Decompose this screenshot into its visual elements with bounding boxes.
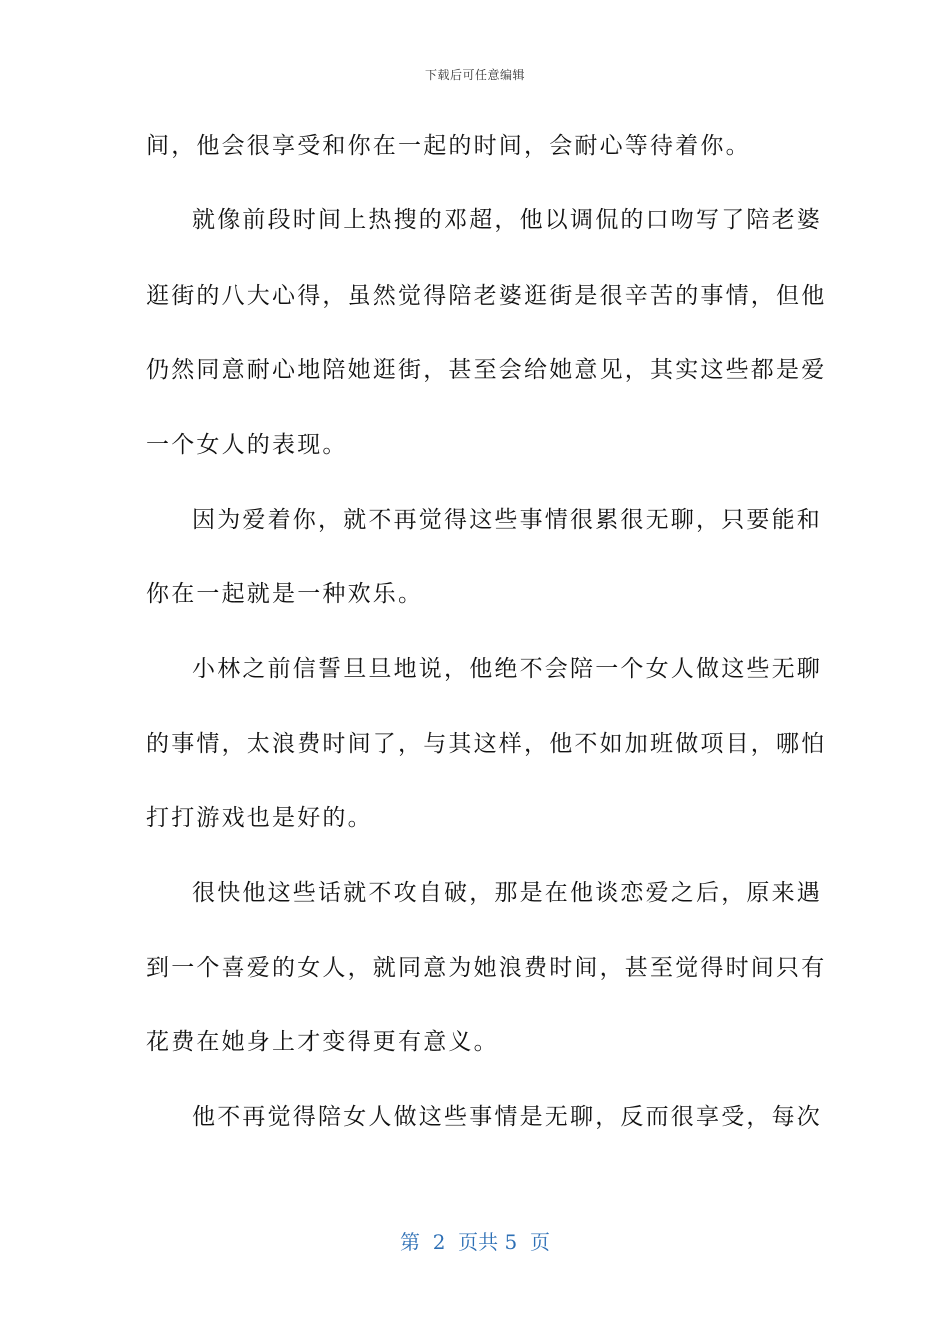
text-line: 到一个喜爱的女人，就同意为她浪费时间，甚至觉得时间只有 [146,955,827,981]
text-line: 你在一起就是一种欢乐。 [146,581,424,607]
text-line: 花费在她身上才变得更有意义。 [146,1029,499,1055]
paragraph-line: 因为爱着你，就不再觉得这些事情很累很无聊，只要能和 [192,507,822,533]
text-line: 仍然同意耐心地陪她逛街，甚至会给她意见，其实这些都是爱 [146,357,827,383]
text-line: 间，他会很享受和你在一起的时间，会耐心等待着你。 [146,133,751,159]
paragraph-line: 很快他这些话就不攻自破，那是在他谈恋爱之后，原来遇 [192,880,822,906]
page-header: 下载后可任意编辑 [424,68,525,82]
paragraph-line: 他不再觉得陪女人做这些事情是无聊，反而很享受，每次 [192,1104,822,1130]
text-line: 逛街的八大心得，虽然觉得陪老婆逛街是很辛苦的事情，但他 [146,283,827,309]
page-number-footer: 第 2 页共 5 页 [400,1230,550,1254]
text-line: 打打游戏也是好的。 [146,805,373,831]
paragraph-line: 小林之前信誓旦旦地说，他绝不会陪一个女人做这些无聊 [192,656,822,682]
text-line: 的事情，太浪费时间了，与其这样，他不如加班做项目，哪怕 [146,731,827,757]
text-line: 一个女人的表现。 [146,432,348,458]
paragraph-line: 就像前段时间上热搜的邓超，他以调侃的口吻写了陪老婆 [192,207,822,233]
